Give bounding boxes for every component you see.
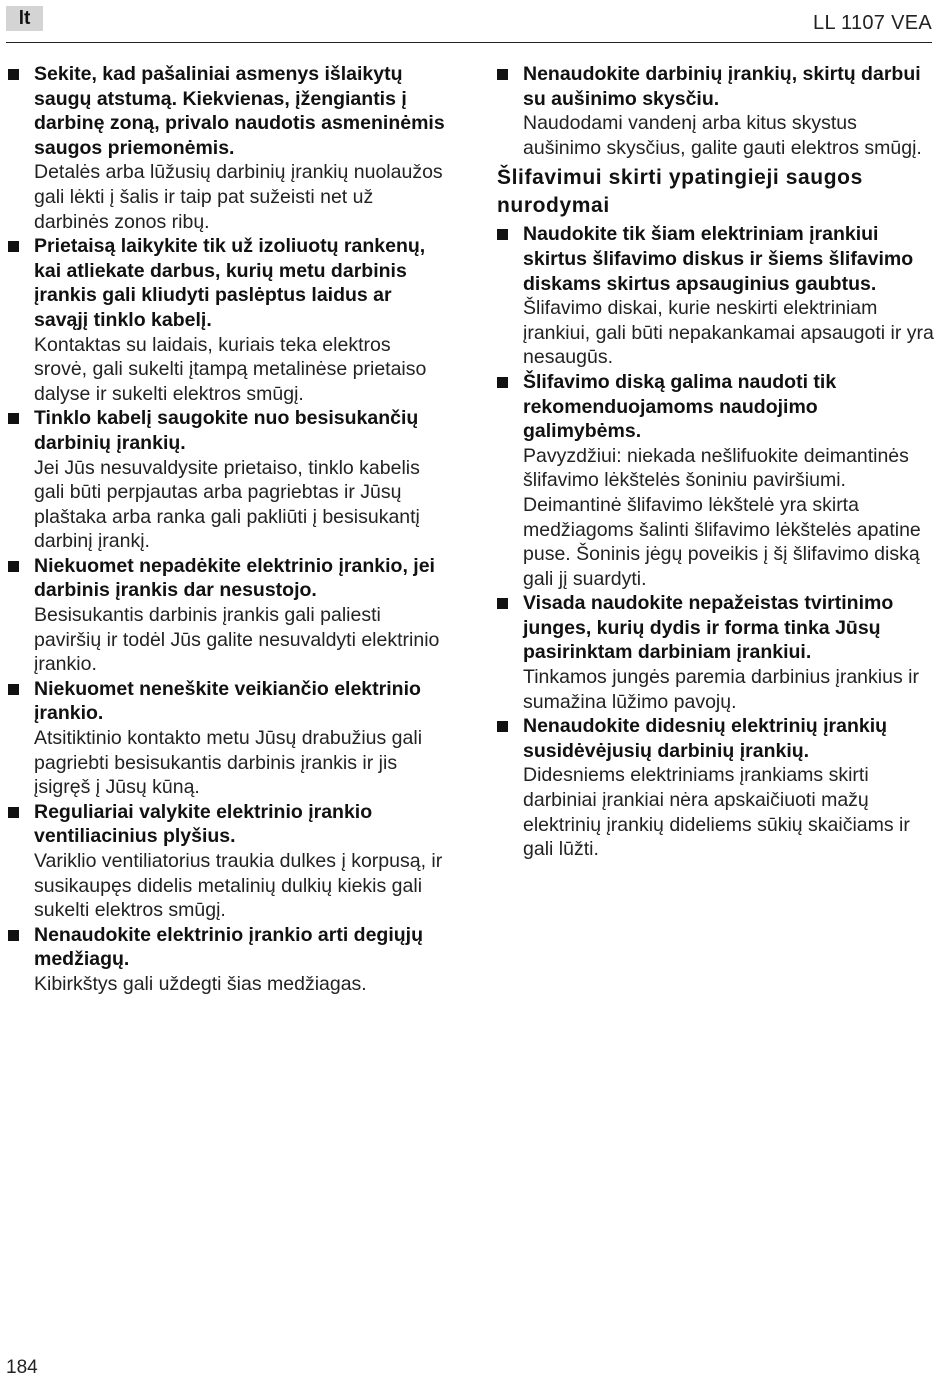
square-bullet-icon bbox=[8, 807, 19, 818]
safety-item-flanges bbox=[497, 591, 935, 714]
item-text: Tinkamos jungės paremia darbinius įrankius ir sumažina lūžimo pavojų. bbox=[523, 666, 919, 713]
safety-item-put-down-tool bbox=[8, 554, 448, 677]
item-text: Pavyzdžiui: niekada nešlifuokite deimantinės šlifavimo lėkštelės šoniniu paviršiumi. Deimantinė šlifavimo lėkštelė yra skirta medžiagoms šalinti šlifavimo lėkštelės apatine puse. Šoninis jėgų poveikis į šį šlifavimo diską gali jį suardyti. bbox=[523, 444, 921, 590]
item-title: Sekite, kad pašaliniai asmenys išlaikytų saugų atstumą. Kiekvienas, įžengiantis į darbinę zoną, privalo naudotis asmeninėmis saugos priemonėmis. bbox=[34, 63, 445, 159]
item-text: Besisukantis darbinis įrankis gali paliesti paviršių ir todėl Jūs galite nesuvaldyti elektrinio įrankio. bbox=[34, 604, 440, 676]
language-tab: lt bbox=[6, 6, 43, 31]
square-bullet-icon bbox=[8, 561, 19, 572]
safety-item-insulated-handles bbox=[8, 234, 448, 406]
header-divider bbox=[6, 42, 932, 43]
square-bullet-icon bbox=[8, 69, 19, 80]
item-text: Jei Jūs nesuvaldysite prietaiso, tinklo kabelis gali būti perpjautas arba pagriebtas ir Jūsų plaštaka arba ranka gali pakliūti į besisukantį darbinį įrankį. bbox=[34, 456, 420, 553]
item-text: Kibirkštys gali uždegti šias medžiagas. bbox=[34, 972, 367, 995]
item-title: Nenaudokite elektrinio įrankio arti degiųjų medžiagų. bbox=[34, 923, 423, 971]
right-column bbox=[497, 62, 935, 862]
item-text: Detalės arba lūžusių darbinių įrankių nuolaužos gali lėkti į šalis ir taip pat sužeisti net už darbinės zonos ribų. bbox=[34, 161, 443, 233]
left-column bbox=[8, 62, 448, 997]
item-text: Šlifavimo diskai, kurie neskirti elektriniam įrankiui, gali būti nepakankamai apsaugoti ir yra nesaugūs. bbox=[523, 297, 934, 369]
page-number: 184 bbox=[6, 1357, 38, 1378]
item-title: Niekuomet nepadėkite elektrinio įrankio, jei darbinis įrankis dar nesustojo. bbox=[34, 554, 435, 602]
item-title: Nenaudokite darbinių įrankių, skirtų darbui su aušinimo skysčiu. bbox=[523, 63, 921, 110]
square-bullet-icon bbox=[8, 684, 19, 695]
safety-item-power-cable bbox=[8, 406, 448, 554]
square-bullet-icon bbox=[8, 241, 19, 252]
item-title: Reguliariai valykite elektrinio įrankio ventiliacinius plyšius. bbox=[34, 800, 373, 848]
item-title: Visada naudokite nepažeistas tvirtinimo junges, kurių dydis ir forma tinka Jūsų pasirinktam darbiniam įrankiui. bbox=[523, 592, 894, 664]
item-title: Niekuomet neneškite veikiančio elektrinio įrankio. bbox=[34, 677, 421, 725]
item-title: Šlifavimo diską galima naudoti tik rekomenduojamoms naudojimo galimybėms. bbox=[523, 370, 837, 443]
item-title: Naudokite tik šiam elektriniam įrankiui skirtus šlifavimo diskus ir šiems šlifavimo diskams skirtus apsauginius gaubtus. bbox=[523, 223, 914, 295]
safety-item-recommended-use bbox=[497, 370, 935, 591]
item-text: Kontaktas su laidais, kuriais teka elektros srovė, gali sukelti įtampą metalinėse prietaiso dalyse ir sukelti elektros smūgį. bbox=[34, 333, 427, 405]
safety-item-carry-running-tool bbox=[8, 677, 448, 800]
safety-item-flammable-materials bbox=[8, 923, 448, 997]
item-text: Atsitiktinio kontakto metu Jūsų drabužius gali pagriebti besisukantis darbinis įrankis ir jis įsigręš į Jūsų kūną. bbox=[34, 727, 423, 799]
item-title: Nenaudokite didesnių elektrinių įrankių susidėvėjusių darbinių įrankių. bbox=[523, 715, 888, 762]
item-title: Prietaisą laikykite tik už izoliuotų rankenų, kai atliekate darbus, kurių metu darbinis įrankis gali kliudyti paslėptus laidus ar savąjį tinklo kabelį. bbox=[34, 235, 426, 331]
safety-item-worn-tools bbox=[497, 714, 935, 862]
square-bullet-icon bbox=[497, 721, 508, 732]
item-text: Naudodami vandenį arba kitus skystus aušinimo skysčius, galite gauti elektros smūgį. bbox=[523, 112, 922, 159]
item-text: Didesniems elektriniams įrankiams skirti darbiniai įrankiai nėra apskaičiuoti mažų elektrinių įrankių dideliems sūkių skaičiams ir gali lūžti. bbox=[523, 764, 910, 861]
square-bullet-icon bbox=[497, 377, 508, 388]
safety-item-clean-vents bbox=[8, 800, 448, 923]
document-code: LL 1107 VEA bbox=[813, 12, 932, 34]
square-bullet-icon bbox=[497, 598, 508, 609]
safety-item-grinding-discs bbox=[497, 222, 935, 370]
square-bullet-icon bbox=[8, 413, 19, 424]
square-bullet-icon bbox=[8, 930, 19, 941]
item-title: Tinklo kabelį saugokite nuo besisukančių darbinių įrankių. bbox=[34, 407, 419, 454]
square-bullet-icon bbox=[497, 69, 508, 80]
safety-item-bystanders bbox=[8, 62, 448, 234]
square-bullet-icon bbox=[497, 229, 508, 240]
safety-item-coolant-tools bbox=[497, 62, 935, 160]
section-heading: Šlifavimui skirti ypatingieji saugos nurodymai bbox=[497, 166, 863, 218]
item-text: Variklio ventiliatorius traukia dulkes į korpusą, ir susikaupęs didelis metalinių dulkių kiekis gali sukelti elektros smūgį. bbox=[34, 850, 443, 922]
